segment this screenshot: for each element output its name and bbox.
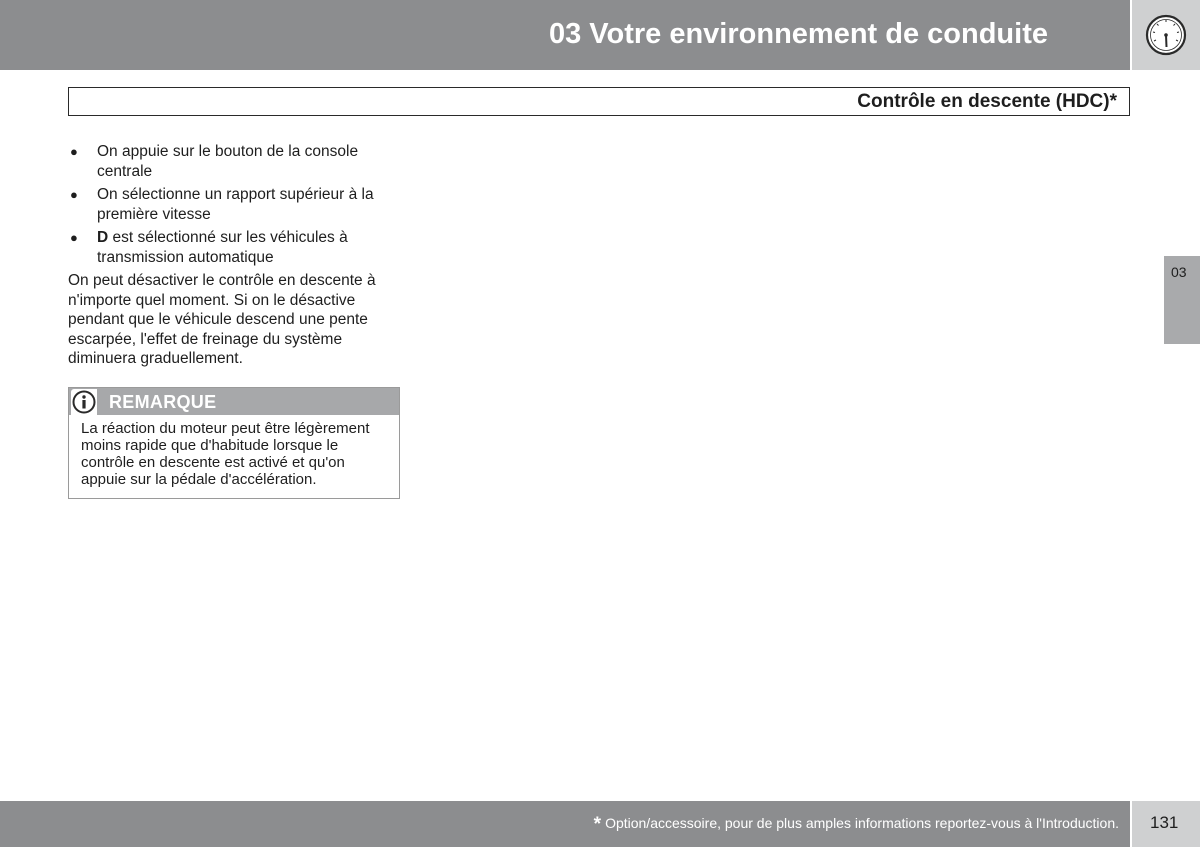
bullet-text: est sélectionné sur les véhicules à transmission automatique bbox=[97, 229, 348, 266]
chapter-side-tab bbox=[1164, 256, 1200, 344]
page-number-box bbox=[1132, 801, 1200, 847]
page-number: 131 bbox=[1150, 813, 1179, 832]
chapter-icon-box bbox=[1132, 0, 1200, 70]
footnote-text: Option/accessoire, pour de plus amples informations reportez-vous à l'Introduction. bbox=[605, 815, 1119, 831]
footnote-star: * bbox=[593, 814, 602, 835]
body-paragraph: On peut désactiver le contrôle en descente à n'importe quel moment. Si on le désactive pendant que le véhicule descend une pente escarpée, l'effet de freinage du système diminuera graduellement. bbox=[68, 272, 376, 367]
speedometer-icon bbox=[1144, 13, 1188, 57]
bullet-icon: ● bbox=[70, 230, 78, 245]
bullet-text: On appuie sur le bouton de la console centrale bbox=[97, 143, 359, 180]
note-body: La réaction du moteur peut être légèrement moins rapide que d'habitude lorsque le contrôle en descente est activé et qu'on appuie sur la pédale d'accélération. bbox=[81, 420, 370, 488]
chapter-title: 03 Votre environnement de conduite bbox=[548, 18, 1048, 50]
side-tab-label: 03 bbox=[1171, 264, 1187, 280]
list-item bbox=[68, 185, 400, 224]
bullet-text: On sélectionne un rapport supérieur à la première vitesse bbox=[97, 186, 374, 223]
note-header bbox=[69, 388, 399, 415]
footnote bbox=[594, 813, 1119, 835]
bullet-list bbox=[68, 142, 400, 267]
bullet-icon: ● bbox=[70, 187, 78, 202]
list-item bbox=[68, 228, 400, 267]
chapter-header bbox=[0, 0, 1130, 70]
note-title: REMARQUE bbox=[109, 392, 217, 412]
info-icon bbox=[71, 389, 97, 415]
footer-bar bbox=[0, 801, 1130, 847]
section-title: Contrôle en descente (HDC)* bbox=[857, 91, 1117, 112]
section-header bbox=[68, 87, 1130, 116]
bullet-icon: ● bbox=[70, 144, 78, 159]
main-column bbox=[68, 142, 400, 369]
bullet-bold-text: D bbox=[97, 229, 109, 246]
list-item bbox=[68, 142, 400, 181]
note-box bbox=[68, 387, 400, 499]
